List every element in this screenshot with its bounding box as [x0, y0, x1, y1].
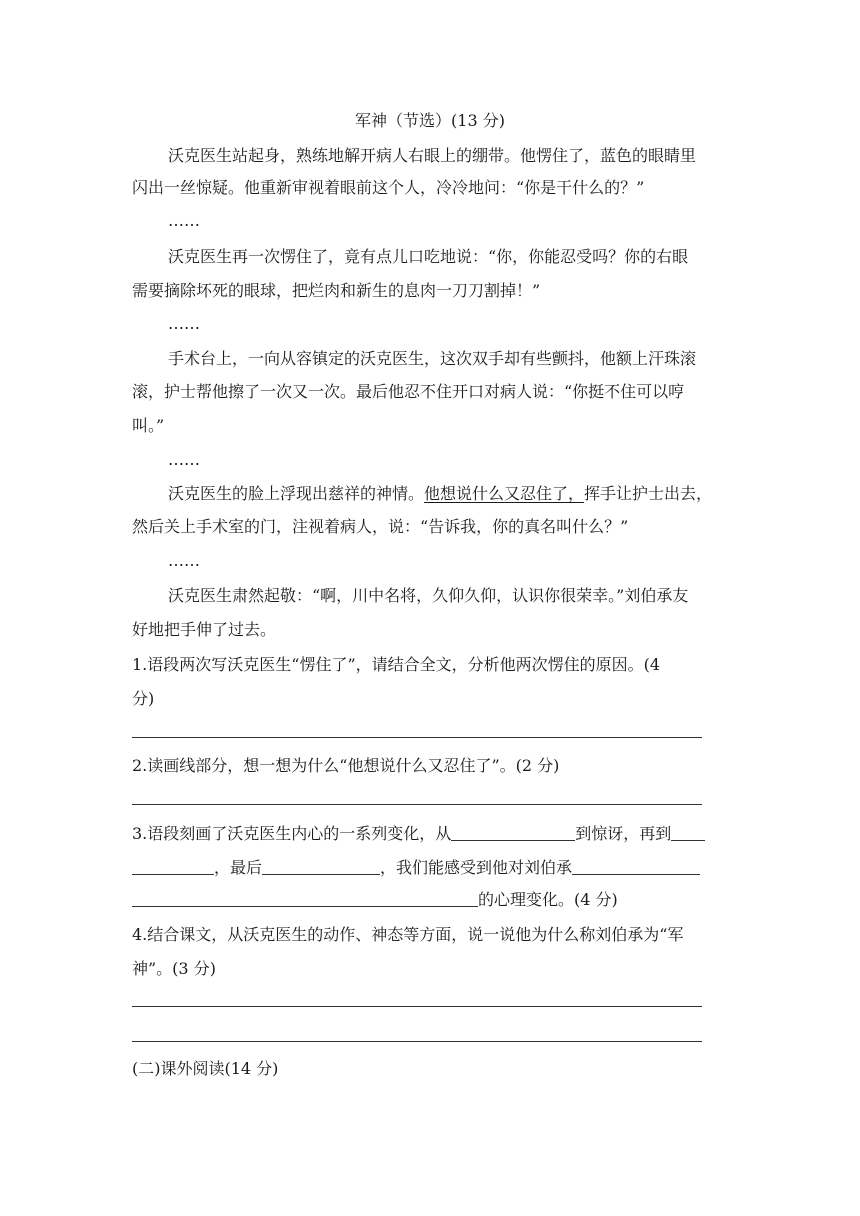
paragraph-3-line-3: 叫。” — [132, 416, 165, 435]
answer-blank-2-end[interactable] — [132, 858, 214, 875]
paragraph-3-line-2: 滚，护士帮他擦了一次又一次。最后他忍不住开口对病人说：“你挺不住可以哼 — [132, 382, 685, 401]
answer-blank-1[interactable] — [451, 824, 575, 841]
paragraph-5-line-2: 好地把手伸了过去。 — [132, 620, 277, 639]
paragraph-4-line-1 — [168, 483, 712, 505]
question-3-line-1 — [132, 823, 705, 845]
paragraph-1-line-2: 闪出一丝惊疑。他重新审视着眼前这个人，冷冷地问：“你是干什么的？” — [132, 178, 645, 197]
answer-blank-4-start[interactable] — [572, 858, 700, 875]
paragraph-2-line-1: 沃克医生再一次愣住了，竟有点儿口吃地说：“你，你能忍受吗？你的右眼 — [168, 247, 689, 266]
question-3-text-d: ，我们能感受到他对刘伯承 — [380, 858, 573, 877]
paragraph-4-text-b: 挥手让护士出去， — [584, 484, 713, 503]
answer-line-q4-1[interactable] — [132, 1006, 702, 1007]
question-1-line-1: 1.语段两次写沃克医生“愣住了”，请结合全文，分析他两次愣住的原因。(4 — [132, 655, 661, 674]
answer-line-q2[interactable] — [132, 804, 702, 805]
paragraph-4-text-a: 沃克医生的脸上浮现出慈祥的神情。 — [168, 484, 425, 503]
paragraph-2-line-2: 需要摘除坏死的眼球，把烂肉和新生的息肉一刀刀割掉！” — [132, 281, 541, 300]
paragraph-1-line-1: 沃克医生站起身，熟练地解开病人右眼上的绷带。他愣住了，蓝色的眼睛里 — [168, 146, 697, 165]
underlined-sentence: 他想说什么又忍住了， — [424, 484, 585, 503]
question-2: 2.读画线部分，想一想为什么“他想说什么又忍住了”。(2 分) — [132, 756, 560, 775]
question-4-line-1: 4.结合课文，从沃克医生的动作、神态等方面，说一说他为什么称刘伯承为“军 — [132, 925, 684, 944]
question-3-text-e: 的心理变化。(4 分) — [478, 890, 618, 909]
answer-blank-2-start[interactable] — [671, 824, 705, 841]
question-1-line-2: 分) — [132, 689, 155, 708]
ellipsis-1: …… — [168, 211, 200, 230]
paragraph-4-line-2: 然后关上手术室的门，注视着病人，说：“告诉我，你的真名叫什么？” — [132, 517, 629, 536]
question-3-text-a: 3.语段刻画了沃克医生内心的一系列变化，从 — [132, 824, 452, 843]
answer-line-q1[interactable] — [132, 737, 702, 738]
ellipsis-3: …… — [168, 450, 200, 469]
ellipsis-2: …… — [168, 314, 200, 333]
question-4-line-2: 神”。(3 分) — [132, 959, 216, 978]
section-heading-extracurricular: (二)课外阅读(14 分) — [132, 1059, 279, 1078]
passage-title: 军神（节选）(13 分) — [355, 111, 505, 130]
question-3-text-c: ，最后 — [214, 858, 263, 877]
answer-blank-4-end[interactable] — [132, 890, 478, 907]
paragraph-3-line-1: 手术台上，一向从容镇定的沃克医生，这次双手却有些颤抖，他额上汗珠滚 — [168, 349, 697, 368]
paragraph-5-line-1: 沃克医生肃然起敬：“啊，川中名将，久仰久仰，认识你很荣幸。”刘伯承友 — [168, 586, 689, 605]
question-3-line-3 — [132, 889, 618, 911]
question-3-line-2 — [132, 857, 700, 879]
question-3-text-b: 到惊讶，再到 — [575, 824, 672, 843]
answer-blank-3[interactable] — [262, 858, 380, 875]
answer-line-q4-2[interactable] — [132, 1041, 702, 1042]
ellipsis-4: …… — [168, 551, 200, 570]
